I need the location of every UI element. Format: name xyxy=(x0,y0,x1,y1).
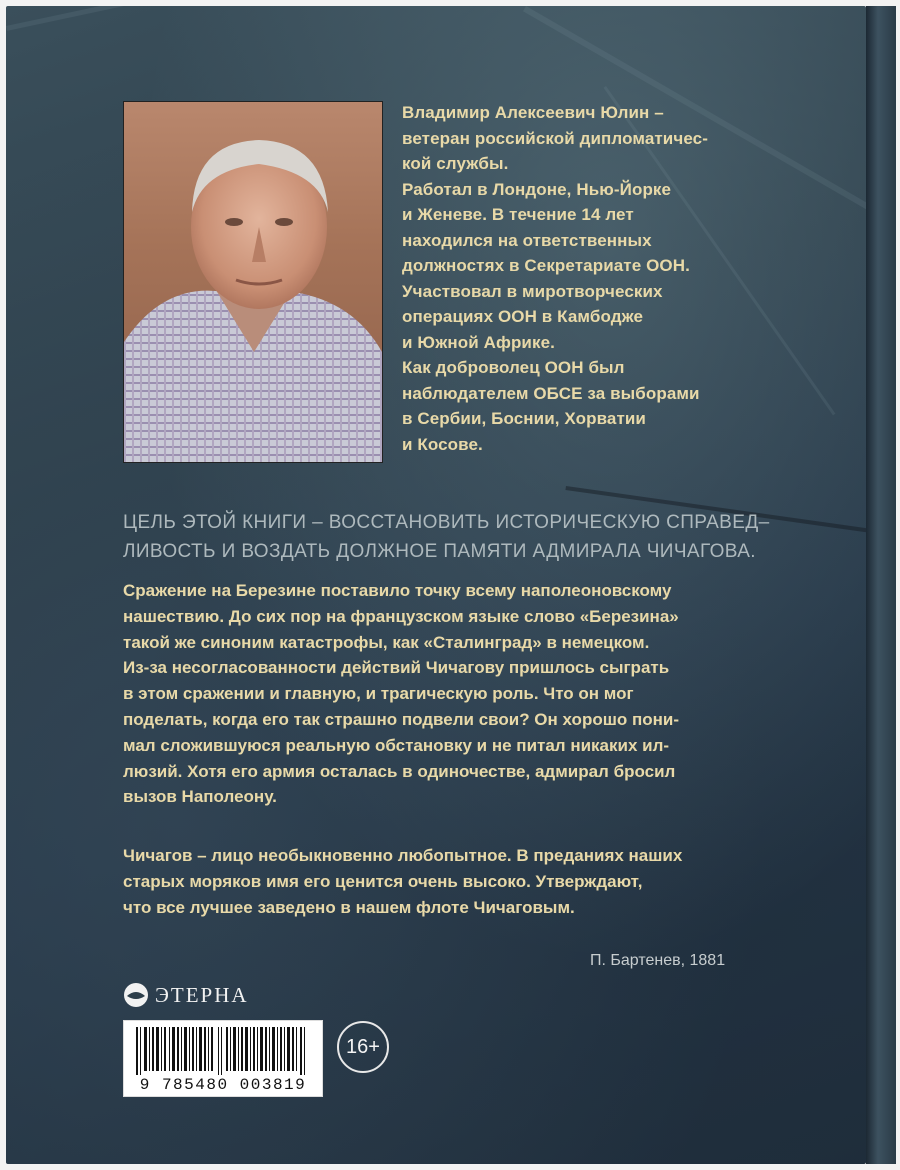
book-goal-statement xyxy=(123,508,843,566)
author-bio xyxy=(402,100,782,457)
paragraph-line: поделать, когда его так страшно подвели свои? Он хорошо пони- xyxy=(123,709,680,729)
bio-line: и Женеве. В течение 14 лет xyxy=(402,205,634,224)
quote-line: старых моряков имя его ценится очень высоко. Утверждают, xyxy=(123,871,643,891)
description-paragraph xyxy=(123,578,763,810)
paragraph-line: Сражение на Березине поставило точку всему наполеоновскому xyxy=(123,581,672,600)
barcode-bars xyxy=(136,1027,310,1075)
isbn-digits: 9 785480 003819 xyxy=(139,1076,307,1094)
quote-line: Чичагов – лицо необыкновенно любопытное. В преданиях наших xyxy=(123,846,683,865)
bio-line: Как доброволец ООН был xyxy=(402,358,625,377)
paragraph-line: вызов Наполеону. xyxy=(123,787,277,807)
paragraph-line: мал сложившуюся реальную обстановку и не питал никаких ил- xyxy=(123,735,670,755)
bio-line: операциях ООН в Камбодже xyxy=(402,307,644,326)
quote-line: что все лучшее заведено в нашем флоте Чичаговым. xyxy=(123,897,575,917)
background-streak xyxy=(6,6,203,31)
quote-signature: П. Бартенев, 1881 xyxy=(590,952,726,969)
bio-line: находился на ответственных xyxy=(402,230,652,250)
quote-paragraph xyxy=(123,843,763,920)
bio-line: наблюдателем ОБСЕ за выборами xyxy=(402,383,700,403)
paragraph-line: люзий. Хотя его армия осталась в одиночестве, адмирал бросил xyxy=(123,761,676,781)
bio-line: Участвовал в миротворческих xyxy=(402,281,663,301)
bio-line: и Косове. xyxy=(402,434,483,454)
paragraph-line: в этом сражении и главную, и трагическую роль. Что он мог xyxy=(123,684,634,704)
bio-line: и Южной Африке. xyxy=(402,332,555,352)
goal-line: ЦЕЛЬ ЭТОЙ КНИГИ – ВОССТАНОВИТЬ ИСТОРИЧЕСКУЮ СПРАВЕД– xyxy=(123,512,770,533)
bio-line: кой службы. xyxy=(402,154,509,173)
goal-line: ЛИВОСТЬ И ВОЗДАТЬ ДОЛЖНОЕ ПАМЯТИ АДМИРАЛА ЧИЧАГОВА. xyxy=(123,541,756,562)
publisher-logo-icon xyxy=(123,982,149,1008)
bio-line: Владимир Алексеевич Юлин – xyxy=(402,103,664,122)
author-photo xyxy=(123,101,383,463)
book-back-cover xyxy=(6,6,866,1164)
age-rating-badge: 16+ xyxy=(337,1021,389,1073)
publisher-name: ЭТЕРНА xyxy=(155,982,249,1007)
publisher-logo xyxy=(123,975,249,1015)
paragraph-line: Из-за несогласованности действий Чичагову пришлось сыграть xyxy=(123,658,670,678)
isbn-barcode xyxy=(123,1020,323,1097)
paragraph-line: нашествию. До сих пор на французском языке слово «Березина» xyxy=(123,606,679,626)
bio-line: ветеран российской дипломатичес- xyxy=(402,128,708,148)
bio-line: Работал в Лондоне, Нью-Йорке xyxy=(402,179,672,199)
bio-line: должностях в Секретариате ООН. xyxy=(402,256,690,275)
author-portrait-illustration xyxy=(124,102,382,462)
book-spine-edge xyxy=(866,6,896,1164)
bio-line: в Сербии, Боснии, Хорватии xyxy=(402,409,646,428)
paragraph-line: такой же синоним катастрофы, как «Сталинград» в немецком. xyxy=(123,632,650,652)
